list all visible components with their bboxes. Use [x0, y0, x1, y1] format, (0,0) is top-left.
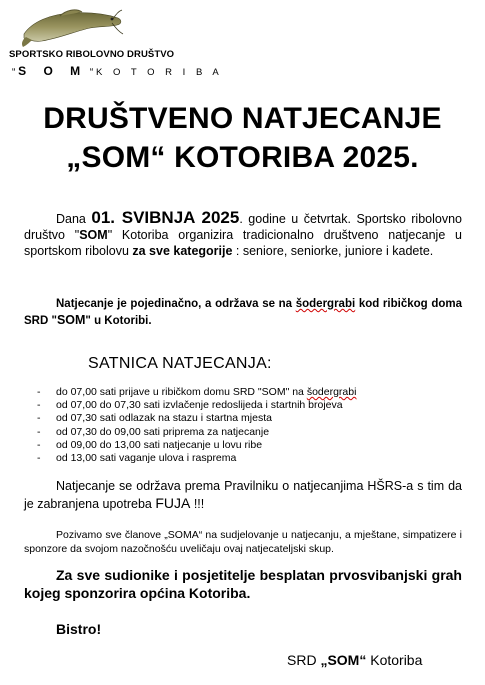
page-title-line1: DRUŠTVENO NATJECANJE: [43, 102, 442, 135]
signature: [287, 652, 422, 668]
catfish-logo-icon: [20, 4, 124, 48]
schedule-item-dash: -: [37, 386, 41, 398]
intro-text-b: . Sportsko ribolovno društvo ": [24, 212, 462, 242]
individual-paragraph: [24, 296, 462, 329]
bistro-text: Bistro!: [56, 621, 102, 637]
schedule-item-text: od 07,30 do 09,00 sati priprema za natjecanje: [56, 425, 270, 438]
schedule-item-text: do 07,00 sati prijave u ribičkom domu SRD "SOM" na: [56, 386, 307, 398]
signature-city: Kotoriba: [366, 652, 423, 668]
quote-open: “: [12, 67, 16, 78]
intro-categories: za sve kategorije: [132, 244, 233, 258]
schedule-item-dash: -: [37, 452, 41, 465]
schedule-item-dash: -: [37, 412, 41, 425]
schedule-item: [37, 452, 356, 465]
quote-close: “: [89, 67, 94, 78]
individual-location: šodergrabi: [295, 298, 356, 310]
schedule-item: [37, 386, 356, 399]
schedule-item-text: od 13,00 sati vaganje ulova i rasprema: [56, 452, 237, 465]
schedule-item: [37, 399, 356, 412]
event-date: 01. SVIBNJA 2025: [91, 208, 240, 227]
rules-end: !!!: [190, 497, 205, 511]
intro-dana: Dana: [56, 212, 86, 226]
individual-text-1: Natjecanje je pojedinačno, a održava se na: [56, 298, 296, 310]
rules-fuja: FUJA: [155, 495, 191, 511]
org-name: SPORTSKO RIBOLOVNO DRUŠTVO: [9, 49, 175, 60]
org-som: S O M: [18, 64, 88, 78]
schedule-item: [37, 439, 356, 452]
intro-text-d: : seniore, seniorke, juniore i kadete.: [232, 244, 434, 258]
rules-paragraph: [24, 478, 462, 513]
schedule-item-dash: -: [37, 425, 41, 438]
individual-text-2: kod ribičkog doma SRD ": [24, 298, 462, 327]
schedule-heading: SATNICA NATJECANJA:: [88, 355, 272, 372]
org-short-name: [12, 64, 223, 78]
individual-text-3: " u Kotoribi.: [85, 315, 152, 327]
invite-text: Pozivamo sve članove „SOMA“ na sudjelovanje u natjecanju, a mještane, simpatizere i sponzore da svojom nazočnošću uveličaju ovaj natjecateljski skup.: [24, 529, 462, 555]
schedule-item-dash: -: [37, 399, 41, 412]
page-title-line2: „SOM“ KOTORIBA 2025.: [66, 141, 419, 174]
schedule-item: [37, 426, 356, 439]
signature-srd: SRD: [287, 652, 321, 668]
schedule-list: [37, 386, 356, 465]
intro-text-a: . godine u četvrtak: [239, 212, 348, 226]
schedule-item-location: šodergrabi: [306, 386, 357, 398]
schedule-item: [37, 412, 356, 425]
invite-paragraph: [24, 528, 462, 556]
signature-som: „SOM“: [320, 652, 367, 668]
rules-text: Natjecanje se održava prema Pravilniku o natjecanjima HŠRS-a s tim da je zabranjena upotreba: [24, 479, 462, 511]
intro-paragraph: [24, 210, 462, 259]
beans-text: Za sve sudionike i posjetitelje besplatan prvosvibanjski grah kojeg sponzorira općina Kotoriba.: [24, 567, 462, 601]
schedule-item-dash: -: [37, 438, 41, 451]
beans-paragraph: [24, 566, 462, 602]
schedule-item-text: od 07,30 sati odlazak na stazu i startna mjesta: [56, 412, 272, 425]
org-city: K O T O R I B A: [96, 67, 223, 78]
individual-som: SOM: [56, 313, 86, 327]
intro-som: SOM: [79, 228, 108, 242]
intro-text-c: " Kotoriba organizira tradicionalno društveno natjecanje u sportskom ribolovu: [24, 228, 463, 258]
schedule-item-text: od 09,00 do 13,00 sati natjecanje u lovu ribe: [56, 438, 263, 451]
schedule-item-text: od 07,00 do 07,30 sati izvlačenje redoslijeda i startnih brojeva: [56, 399, 343, 412]
